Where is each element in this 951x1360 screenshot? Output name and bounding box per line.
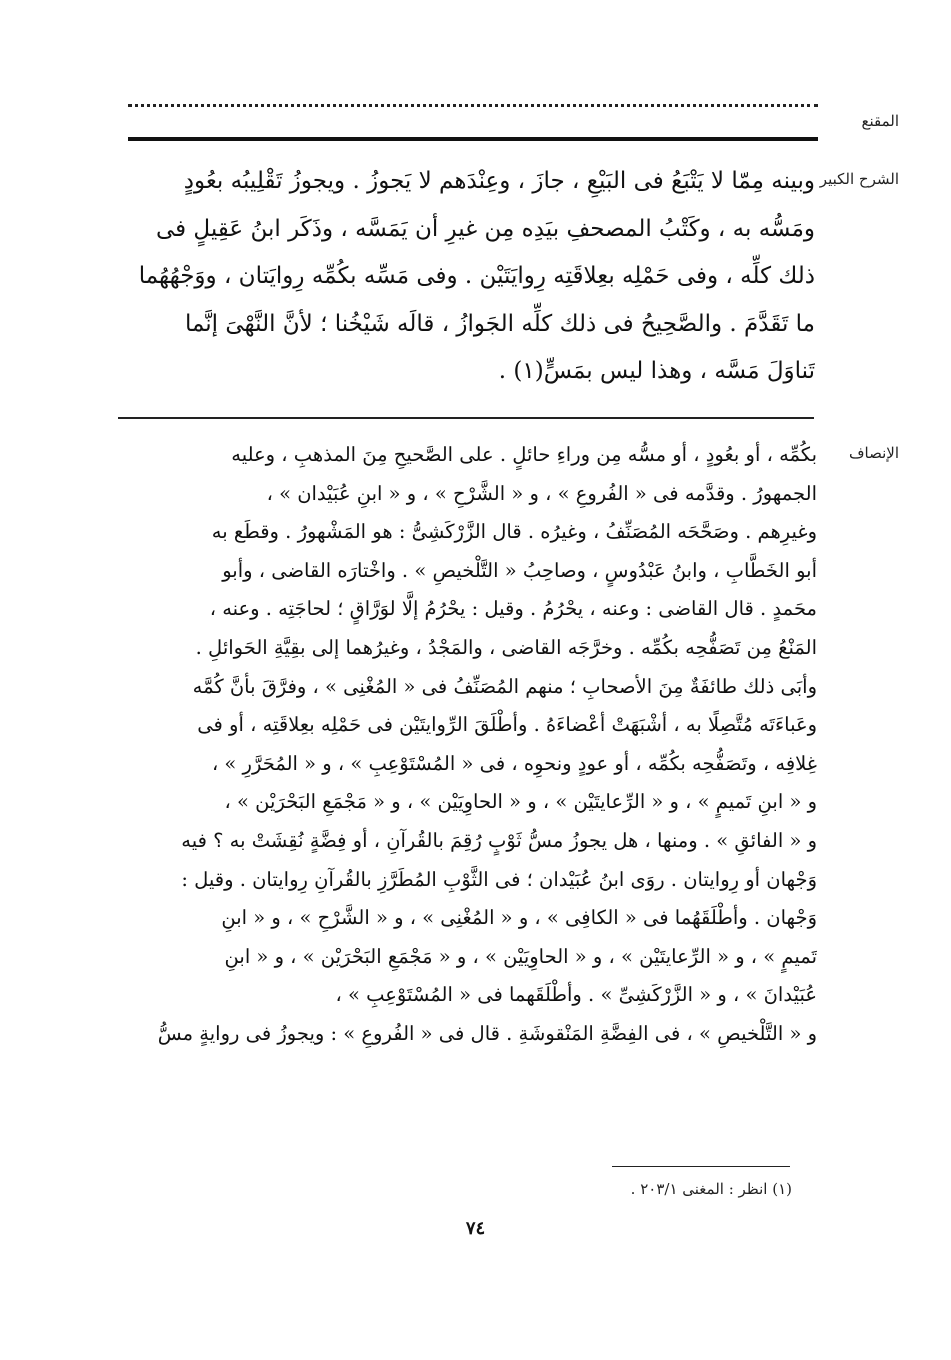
insaf-line: عُبَيْدانَ » ، و « الزَّرْكَشِىِّ » . وأطْلَقَهما فى « المُسْتَوْعِبِ » ، (335, 983, 817, 1007)
sharh-line: ما تَقَدَّمَ . والصَّحِيحُ فى ذلك كلِّه الجَوازُ ، قالَه شَيْخُنا ؛ لأنَّ النَّهْىَ إنَّما (184, 310, 815, 337)
insaf-line: و « الفائقِ » . ومنها ، هل يجوزُ مسُّ ثَوْبٍ رُقِمَ بالقُرآنِ ، أو فِضَّةٍ نُقِشَتْ به ؟ فيه (181, 828, 817, 852)
footnote: (١) انظر : المغنى ٢٠٣/١ . (630, 1180, 792, 1198)
insaf-line: وَجْهان . وأطْلَقَهُما فى « الكافِى » ، و « المُغْنِى » ، و « الشَّرْحِ » ، و « ابنِ (221, 906, 817, 930)
insaf-line: المَنْعُ مِن تَصَفُّحِه بكُمِّه . وخرَّجَه القاضى ، والمَجْدُ ، وغيرُهما إلى بقِيَّةِ الحَوائلِ . (195, 635, 817, 659)
sharh-line: وبينه مِمّا لا يَتْبَعُ فى البَيْعِ ، جازَ ، وعِنْدَهم لا يَجوزُ . ويجوزُ تَقْلِيبُه بعُودٍ (183, 168, 815, 194)
thick-rule (128, 137, 818, 141)
insaf-label: الإنصاف (848, 444, 899, 462)
section-separator (118, 417, 814, 419)
insaf-text (112, 436, 817, 1054)
dotted-rule (128, 104, 818, 117)
page-number: ٧٤ (465, 1218, 486, 1239)
insaf-line: بكُمِّه ، أو بعُودٍ ، أو مسُّه مِن وراءِ حائلٍ . على الصَّحيحِ مِنَ المذهبِ ، وعليه (231, 443, 817, 466)
insaf-line: وعَباءَتَه مُتَّصِلًا به ، أشْبَهَتْ أعْضاءَهُ . وأطْلَقَ الرِّوايتَيْن فى حَمْلِه بعِلاقَتِه ، أو فى (197, 713, 817, 737)
sharh-text (115, 158, 815, 396)
insaf-line: وغيرِهم . وصَحَّحَه المُصَنِّفُ ، وغيرُه . قال الزَّرْكَشِىُّ : هو المَشْهورُ . وقطَع به (211, 520, 817, 544)
footnote-rule (612, 1166, 790, 1167)
insaf-line: أبو الخَطَّابِ ، وابنُ عَبْدُوسٍ ، وصاحِبُ « التَّلْخيصِ » . واخْتارَه القاضى ، وأبو (222, 558, 817, 582)
sharh-line: ذلك كلِّه ، وفى حَمْلِه بعِلاقَتِه رِوايَتَيْن . وفى مَسِّه بكُمِّه رِوايَتان ، ووَجْهُهُما (138, 263, 815, 289)
insaf-line: محَمدٍ . قال القاضى : وعنه ، يحْرُمُ . وقيل : يحْرُمُ إلَّا لوَرَّاقٍ ؛ لحاجَتِه . وعنه ، (209, 597, 817, 621)
sharh-line: تَناوَلَ مَسَّه ، وهذا ليس بمَسٍّ(١) . (498, 358, 815, 384)
insaf-line: الجمهورُ . وقدَّمه فى « الفُروعِ » ، و « الشَّرْحِ » ، و « ابنِ عُبَيْدان » ، (266, 481, 817, 505)
insaf-line: تَميمٍ » ، و « الرِّعايتَيْن » ، و « الحاوِيَيْن » ، و « مَجْمَعِ البَحْرَيْن » ، و « ابنِ (224, 944, 817, 968)
muqni-label: المقنع (861, 112, 899, 130)
sharh-line: ومَسُّه به ، وكَتْبُ المصحفِ بيَدِه مِن غيرِ أن يَمَسَّه ، وذَكَر ابنُ عَقِيلٍ فى (155, 215, 815, 242)
insaf-line: وأبَى ذلك طائفَةٌ مِنَ الأصحابِ ؛ منهم المُصَنِّفُ فى « المُغْنِى » ، وفرَّقَ بأنَّ كُمَّه (192, 674, 817, 698)
insaf-line: و « ابنِ تَميمٍ » ، و « الرِّعايتَيْن » ، و « الحاوِيَيْن » ، و « مَجْمَعِ البَحْرَيْن » ، (224, 790, 817, 814)
insaf-line: و « التَّلْخيصِ » ، فى الفِضَّةِ المَنْقوشَةِ . قال فى « الفُروعِ » : ويجوزُ فى روايةٍ مسُّ (157, 1021, 817, 1045)
insaf-line: وَجْهان أو رِوايتان . روَى ابنُ عُبَيْدان ؛ فى الثَّوْبِ المُطَرَّزِ بالقُرآنِ رِوايتان . وقيل : (181, 867, 817, 891)
sharh-label: الشرح الكبير (819, 170, 899, 188)
insaf-line: غِلافِه ، وتَصَفُّحِه بكُمِّه ، أو عودٍ ونحوِه ، فى « المُسْتَوْعِبِ » ، و « المُحَرَّرِ » ، (211, 751, 817, 775)
